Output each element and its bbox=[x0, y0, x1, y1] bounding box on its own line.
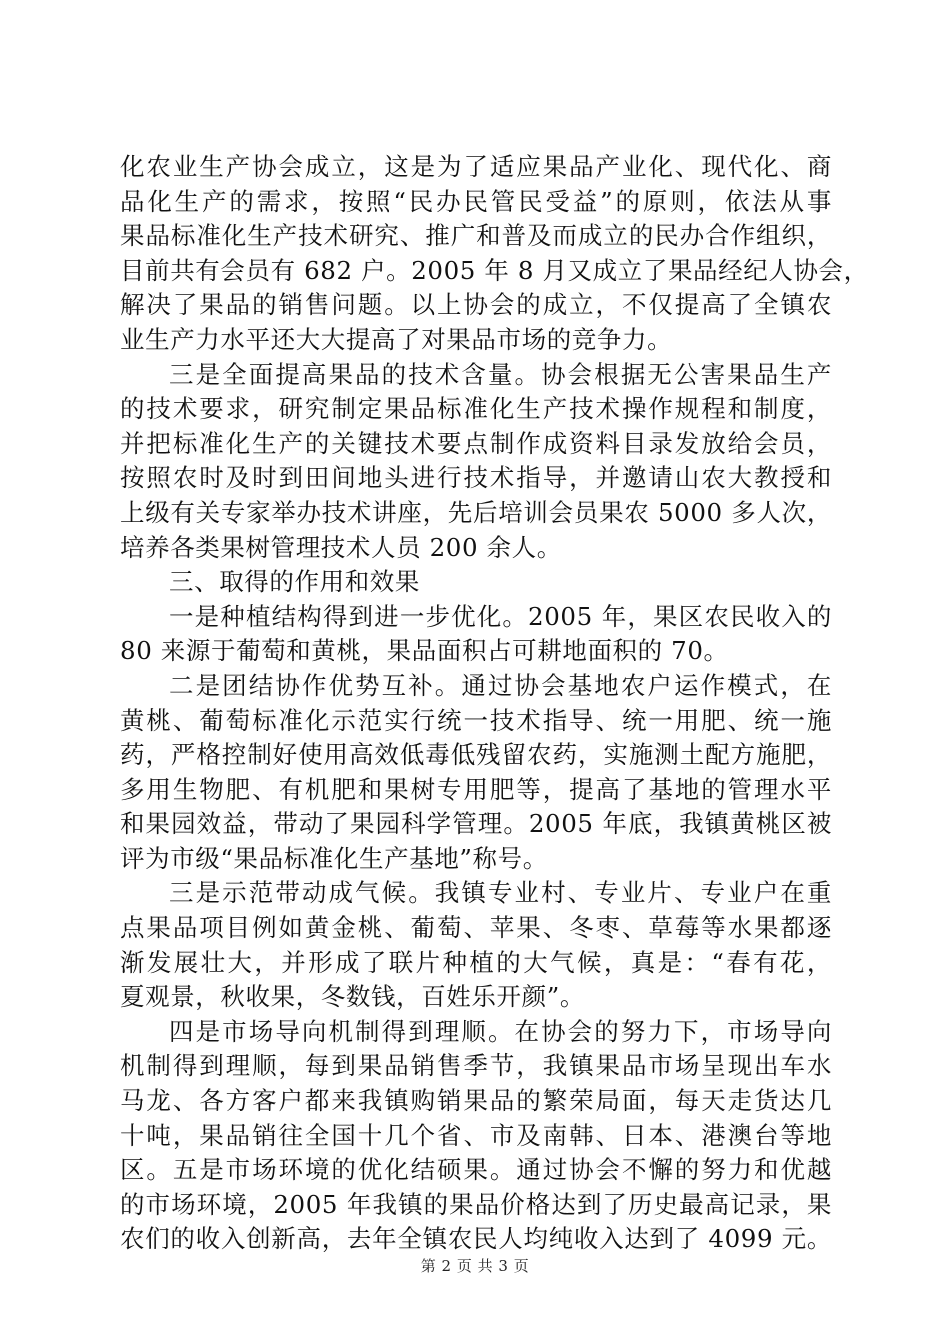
text-line: 并把标准化生产的关键技术要点制作成资料目录发放给会员， bbox=[120, 428, 832, 458]
text-line: 多用生物肥、有机肥和果树专用肥等，提高了基地的管理水平 bbox=[120, 774, 832, 804]
text-line: 品化生产的需求，按照“民办民管民受益”的原则，依法从事 bbox=[120, 186, 832, 216]
document-body bbox=[120, 150, 869, 1257]
text-line: 机制得到理顺，每到果品销售季节，我镇果品市场呈现出车水 bbox=[120, 1051, 832, 1081]
text-line: 夏观景，秋收果，冬数钱，百姓乐开颜”。 bbox=[120, 982, 585, 1012]
text-line: 的市场环境，2005 年我镇的果品价格达到了历史最高记录，果 bbox=[120, 1189, 832, 1219]
text-line: 上级有关专家举办技术讲座，先后培训会员果农 5000 多人次， bbox=[120, 497, 832, 527]
text-line: 黄桃、葡萄标准化示范实行统一技术指导、统一用肥、统一施 bbox=[120, 705, 832, 735]
paragraph-start-line: 一是种植结构得到进一步优化。2005 年，果区农民收入的 bbox=[169, 601, 832, 631]
section-heading: 三、取得的作用和效果 bbox=[169, 567, 420, 597]
text-line: 目前共有会员有 682 户。2005 年 8 月又成立了果品经纪人协会， bbox=[120, 255, 869, 285]
text-line: 农们的收入创新高，去年全镇农民人均纯收入达到了 4099 元。 bbox=[120, 1224, 832, 1254]
text-line: 区。五是市场环境的优化结硕果。通过协会不懈的努力和优越 bbox=[120, 1155, 832, 1185]
paragraph-start-line: 四是市场导向机制得到理顺。在协会的努力下，市场导向 bbox=[169, 1016, 832, 1046]
text-line: 渐发展壮大，并形成了联片种植的大气候，真是：“春有花， bbox=[120, 947, 832, 977]
text-line: 药，严格控制好使用高效低毒低残留农药，实施测土配方施肥， bbox=[120, 740, 832, 770]
text-line: 80 来源于葡萄和黄桃，果品面积占可耕地面积的 70。 bbox=[120, 636, 729, 666]
text-line: 果品标准化生产技术研究、推广和普及而成立的民办合作组织， bbox=[120, 221, 832, 251]
text-line: 马龙、各方客户都来我镇购销果品的繁荣局面，每天走货达几 bbox=[120, 1086, 832, 1116]
text-line: 业生产力水平还大大提高了对果品市场的竞争力。 bbox=[120, 324, 673, 354]
text-line: 和果园效益，带动了果园科学管理。2005 年底，我镇黄桃区被 bbox=[120, 809, 832, 839]
text-line: 的技术要求，研究制定果品标准化生产技术操作规程和制度， bbox=[120, 394, 832, 424]
text-line: 评为市级“果品标准化生产基地”称号。 bbox=[120, 843, 548, 873]
page-number-footer: 第 2 页 共 3 页 bbox=[420, 1257, 530, 1275]
text-line: 化农业生产协会成立，这是为了适应果品产业化、现代化、商 bbox=[120, 152, 832, 181]
text-line: 按照农时及时到田间地头进行技术指导，并邀请山农大教授和 bbox=[120, 463, 832, 493]
paragraph-start-line: 三是全面提高果品的技术含量。协会根据无公害果品生产 bbox=[169, 359, 832, 389]
text-line: 点果品项目例如黄金桃、葡萄、苹果、冬枣、草莓等水果都逐 bbox=[120, 913, 832, 943]
text-line: 解决了果品的销售问题。以上协会的成立，不仅提高了全镇农 bbox=[120, 290, 832, 320]
text-line: 培养各类果树管理技术人员 200 余人。 bbox=[120, 532, 562, 562]
paragraph-start-line: 三是示范带动成气候。我镇专业村、专业片、专业户在重 bbox=[169, 878, 832, 908]
text-line: 十吨，果品销往全国十几个省、市及南韩、日本、港澳台等地 bbox=[120, 1120, 832, 1150]
paragraph-start-line: 二是团结协作优势互补。通过协会基地农户运作模式，在 bbox=[169, 670, 832, 700]
